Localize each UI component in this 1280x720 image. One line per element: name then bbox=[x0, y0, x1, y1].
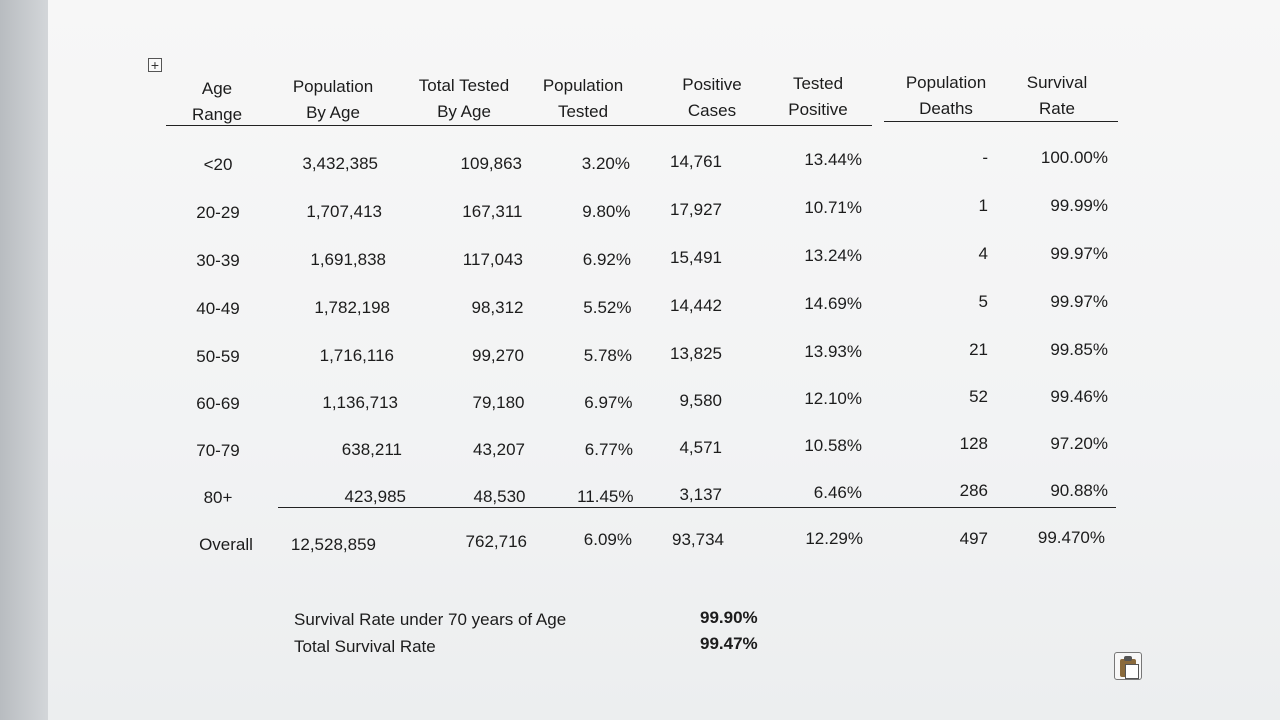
cell-positive-overall: 93,734 bbox=[672, 530, 724, 549]
cell-pct-tested: 6.92% bbox=[582, 250, 631, 269]
cell-tested-pos: 13.24% bbox=[804, 246, 862, 265]
summary-under70-label: Survival Rate under 70 years of Age bbox=[294, 610, 567, 629]
cell-pct-tested: 9.80% bbox=[582, 202, 631, 221]
cell-age: 70-79 bbox=[196, 441, 240, 460]
cell-pop: 423,985 bbox=[344, 487, 406, 506]
cell-tested: 98,312 bbox=[471, 298, 524, 317]
column-header bbox=[997, 70, 1117, 122]
column-header-line1: Age bbox=[201, 79, 233, 98]
cell-tested-overall: 762,716 bbox=[465, 532, 527, 551]
cell-tested-pos: 10.71% bbox=[804, 198, 862, 217]
column-header-line2: Range bbox=[191, 105, 243, 124]
column-header-line1: Tested bbox=[792, 74, 844, 93]
cell-pct-tested: 5.52% bbox=[583, 298, 632, 317]
column-header bbox=[652, 72, 772, 124]
column-header bbox=[886, 70, 1006, 122]
cell-survival: 97.20% bbox=[1050, 434, 1108, 453]
cell-positive: 17,927 bbox=[670, 200, 722, 219]
column-header bbox=[157, 76, 277, 128]
column-header-line2: Positive bbox=[788, 100, 848, 119]
column-header bbox=[273, 74, 393, 126]
cell-positive: 14,761 bbox=[670, 152, 722, 171]
column-header-line1: Survival bbox=[1026, 73, 1088, 92]
cell-pop: 1,782,198 bbox=[314, 298, 390, 317]
cell-survival: 99.97% bbox=[1050, 292, 1108, 311]
cell-tested-pos: 14.69% bbox=[804, 294, 862, 313]
cell-pct-tested: 3.20% bbox=[581, 154, 630, 173]
cell-deaths: 128 bbox=[959, 434, 988, 453]
cell-tested: 99,270 bbox=[472, 346, 524, 365]
column-header-line2: By Age bbox=[437, 102, 491, 121]
column-header-line1: Positive bbox=[682, 75, 742, 94]
column-header-line1: Total Tested bbox=[418, 76, 510, 95]
header-underline-right bbox=[884, 121, 1118, 122]
cell-tested-pos: 12.10% bbox=[804, 389, 862, 408]
cell-pct-tested-overall: 6.09% bbox=[583, 530, 632, 549]
cell-age: 30-39 bbox=[196, 251, 240, 270]
column-header-line2: Rate bbox=[1039, 99, 1075, 118]
cell-deaths: 4 bbox=[978, 244, 988, 263]
column-header-line2: Deaths bbox=[919, 99, 973, 118]
column-header bbox=[404, 73, 524, 125]
cell-positive: 13,825 bbox=[670, 344, 722, 363]
cell-age: <20 bbox=[203, 155, 233, 174]
totals-separator-line bbox=[278, 507, 1116, 508]
table-move-handle-icon[interactable]: + bbox=[148, 58, 162, 72]
cell-tested: 43,207 bbox=[473, 440, 525, 459]
cell-tested: 48,530 bbox=[473, 487, 526, 506]
cell-age: 60-69 bbox=[196, 394, 240, 413]
cell-tested: 109,863 bbox=[460, 154, 522, 173]
clipboard-paste-icon[interactable] bbox=[1114, 652, 1142, 680]
column-header bbox=[523, 73, 643, 125]
cell-pct-tested: 6.97% bbox=[584, 393, 633, 412]
column-header-line2: Cases bbox=[687, 101, 737, 120]
cell-tested-pos: 6.46% bbox=[813, 483, 862, 502]
cell-age-overall: Overall bbox=[199, 535, 253, 554]
cell-age: 40-49 bbox=[196, 299, 240, 318]
cell-age: 20-29 bbox=[196, 203, 240, 222]
cell-positive: 4,571 bbox=[679, 438, 722, 457]
cell-survival: 99.85% bbox=[1050, 340, 1108, 359]
cell-survival-overall: 99.470% bbox=[1037, 528, 1105, 547]
cell-tested: 117,043 bbox=[462, 250, 523, 269]
cell-survival: 90.88% bbox=[1050, 481, 1108, 500]
header-underline-left bbox=[166, 125, 872, 126]
cell-deaths: 21 bbox=[969, 340, 988, 359]
cell-tested: 79,180 bbox=[472, 393, 525, 412]
column-header bbox=[758, 71, 878, 123]
cell-pop-overall: 12,528,859 bbox=[290, 535, 376, 554]
cell-age: 50-59 bbox=[196, 347, 240, 366]
column-header-line2: Tested bbox=[557, 102, 609, 121]
cell-deaths: 5 bbox=[978, 292, 988, 311]
column-header-line1: Population bbox=[905, 73, 987, 92]
cell-pop: 1,716,116 bbox=[319, 346, 394, 365]
cell-tested: 167,311 bbox=[462, 202, 523, 221]
cell-pop: 1,691,838 bbox=[310, 250, 386, 269]
cell-age: 80+ bbox=[203, 488, 233, 507]
cell-positive: 9,580 bbox=[679, 391, 722, 410]
cell-pop: 638,211 bbox=[341, 440, 402, 459]
cell-survival: 100.00% bbox=[1040, 148, 1108, 167]
column-header-line2: By Age bbox=[306, 103, 360, 122]
cell-deaths: 286 bbox=[959, 481, 988, 500]
cell-deaths: 1 bbox=[978, 196, 988, 215]
column-header-line1: Population bbox=[542, 76, 624, 95]
cell-tested-pos: 13.44% bbox=[804, 150, 862, 169]
cell-pct-tested: 11.45% bbox=[577, 487, 634, 506]
cell-deaths-overall: 497 bbox=[959, 529, 988, 548]
summary-total-label: Total Survival Rate bbox=[294, 637, 436, 656]
cell-pct-tested: 5.78% bbox=[583, 346, 632, 365]
screen-bezel bbox=[0, 0, 48, 720]
cell-pct-tested: 6.77% bbox=[584, 440, 633, 459]
summary-total-value: 99.47% bbox=[700, 634, 758, 653]
cell-tested-pos: 10.58% bbox=[804, 436, 862, 455]
cell-tested-pos-overall: 12.29% bbox=[805, 529, 863, 548]
cell-survival: 99.46% bbox=[1050, 387, 1108, 406]
cell-positive: 14,442 bbox=[670, 296, 722, 315]
cell-pop: 1,136,713 bbox=[322, 393, 398, 412]
cell-pop: 1,707,413 bbox=[306, 202, 382, 221]
cell-survival: 99.99% bbox=[1050, 196, 1108, 215]
cell-survival: 99.97% bbox=[1050, 244, 1108, 263]
cell-pop: 3,432,385 bbox=[302, 154, 378, 173]
summary-under70-value: 99.90% bbox=[700, 608, 758, 627]
cell-deaths: - bbox=[982, 148, 988, 167]
cell-tested-pos: 13.93% bbox=[804, 342, 862, 361]
cell-positive: 3,137 bbox=[679, 485, 722, 504]
column-header-line1: Population bbox=[292, 77, 374, 96]
cell-positive: 15,491 bbox=[670, 248, 722, 267]
cell-deaths: 52 bbox=[969, 387, 988, 406]
